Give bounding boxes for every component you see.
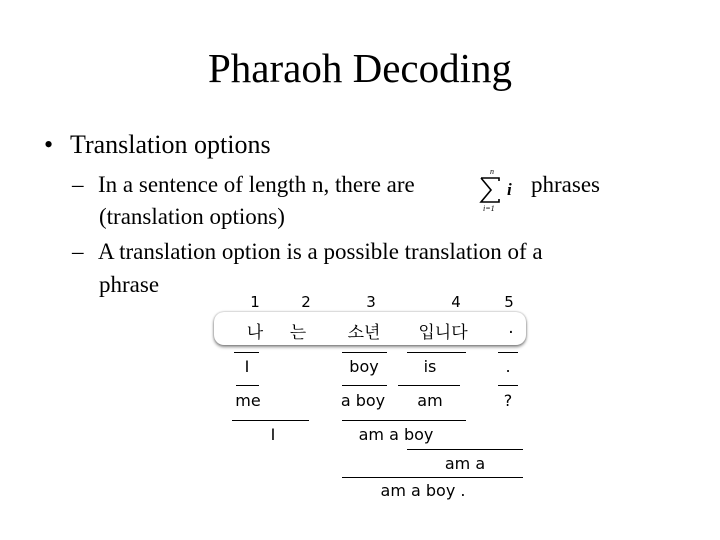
option-text: a boy (340, 391, 386, 410)
option-span-line (498, 385, 518, 386)
option-span-line (232, 420, 309, 421)
option-span-line (342, 352, 387, 353)
option-text: am a (444, 454, 486, 473)
position-number: 2 (301, 293, 311, 311)
option-span-line (407, 449, 523, 450)
option-text: me (235, 391, 261, 410)
korean-word: 입니다 (418, 323, 468, 343)
sub-bullet-2-line2: phrase (99, 272, 160, 297)
korean-word: 소년 (347, 323, 381, 343)
sub-bullet-2-line1 (72, 239, 543, 265)
position-number: 1 (250, 293, 260, 311)
sum-lower: i=1 (483, 204, 495, 213)
option-span-line (342, 420, 466, 421)
bullet-dot: • (44, 130, 54, 159)
korean-word: 는 (289, 323, 307, 343)
option-text: am a boy (358, 425, 434, 444)
option-text: ? (503, 391, 513, 410)
option-span-line (236, 385, 259, 386)
option-text: am (417, 391, 443, 410)
option-span-line (342, 477, 523, 478)
sub-bullet-1-line1 (72, 172, 415, 198)
dash: – (72, 239, 84, 264)
option-span-line (342, 385, 387, 386)
sum-upper: n (490, 167, 494, 176)
option-text: . (505, 357, 511, 376)
summation-icon (474, 165, 524, 215)
option-text: I (244, 357, 250, 376)
option-span-line (398, 385, 460, 386)
option-span-line (498, 352, 518, 353)
sub2-text: A translation option is a possible translation of a (98, 239, 543, 264)
sub1-text: In a sentence of length n, there are (98, 172, 415, 197)
korean-word: . (508, 318, 514, 338)
slide-title: Pharaoh Decoding (208, 45, 512, 91)
option-span-line (407, 352, 466, 353)
sub1-after: phrases (531, 172, 600, 197)
sum-variable: i (507, 180, 512, 199)
position-number: 3 (366, 293, 376, 311)
option-text: boy (349, 357, 379, 376)
option-text: am a boy . (380, 481, 466, 500)
bullet-translation-options (44, 130, 271, 160)
dash: – (72, 172, 84, 197)
position-number: 4 (451, 293, 461, 311)
option-text: I (270, 425, 276, 444)
sub-bullet-1-line2: (translation options) (99, 204, 285, 229)
bullet-text: Translation options (70, 130, 271, 159)
option-text: is (423, 357, 437, 376)
korean-word: 나 (246, 323, 264, 343)
position-number: 5 (504, 293, 514, 311)
option-span-line (234, 352, 259, 353)
